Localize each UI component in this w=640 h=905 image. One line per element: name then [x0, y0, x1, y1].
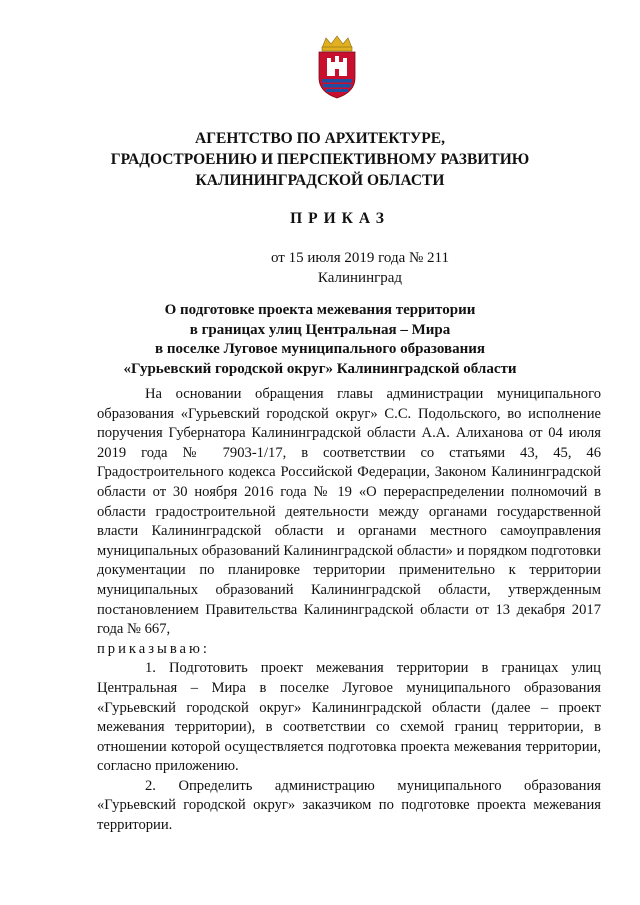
subject-line: в поселке Луговое муниципального образования [154, 341, 485, 357]
order-meta [200, 248, 520, 288]
order-date-number: от 15 июля 2019 года № 211 [271, 250, 449, 266]
order-title: ПРИКАЗ [290, 210, 390, 227]
order-subject [100, 301, 540, 379]
order-city: Калининград [317, 270, 403, 286]
agency-line: ГРАДОСТРОЕНИЮ И ПЕРСПЕКТИВНОМУ РАЗВИТИЮ [110, 151, 530, 168]
subject-line: в границах улиц Центральная – Мира [189, 321, 451, 338]
agency-line: АГЕНТСТВО ПО АРХИТЕКТУРЕ, [195, 130, 445, 147]
order-item-2: 2. Определить администрацию муниципального образования «Гурьевский городской округ» заказчиком по подготовке проекта межевания территории. [97, 777, 601, 834]
kaliningrad-coat-of-arms-icon [314, 34, 360, 100]
agency-line: КАЛИНИНГРАДСКОЙ ОБЛАСТИ [195, 172, 445, 189]
subject-line: «Гурьевский городской округ» Калининградской области [123, 360, 517, 377]
order-item-1: 1. Подготовить проект межевания территории в границах улиц Центральная – Мира в поселке Луговое муниципального образования «Гурьевский городской округ» Калининградской области (далее – проект межевания территории), в соответствии со схемой границ территории, в отношении которой осуществляется подготовка проекта межевания территории, согласно приложению. [97, 660, 601, 775]
agency-name [60, 128, 580, 191]
subject-line: О подготовке проекта межевания территории [164, 302, 476, 318]
order-word: приказываю: [97, 640, 210, 657]
order-body [97, 385, 601, 836]
preamble-paragraph: На основании обращения главы администрации муниципального образования «Гурьевский городской округ» С.С. Подольского, во исполнение поручения Губернатора Калининградской области А.А. Алиханова от 04 июля 2019 года № 7903-1/17, в соответствии со статьями 43, 45, 46 Градостроительного кодекса Российской Федерации, Законом Калининградской области от 30 ноября 2016 года № 19 «О перераспределении полномочий в области градостроительной деятельности между органами государственной власти Калининградской области и органами местного самоуправления муниципальных образований Калининградской области» и порядком подготовки документации по планировке территории применительно к территории муниципальных образований Калининградской области, утвержденным постановлением Правительства Калининградской области от 13 декабря 2017 года № 667, [97, 386, 601, 638]
